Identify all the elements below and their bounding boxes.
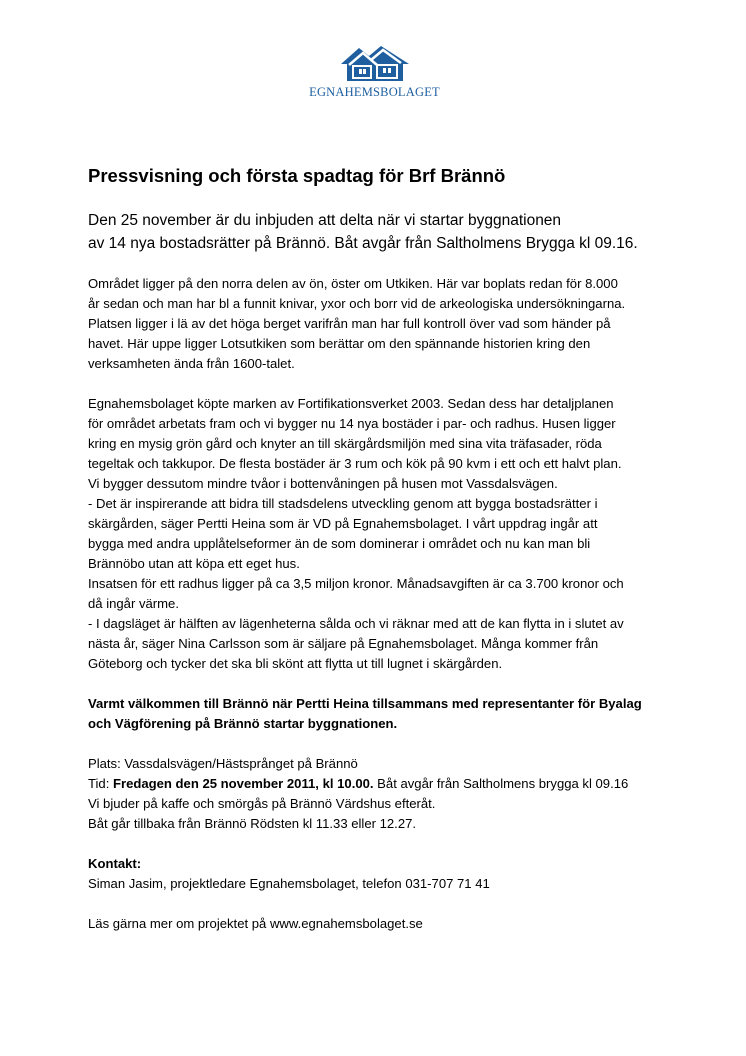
event-time	[88, 774, 688, 794]
text-line: havet. Här uppe ligger Lotsutkiken som berättar om den spännande historien kring den	[88, 336, 591, 351]
text-line: - I dagsläget är hälften av lägenheterna sålda och vi räknar med att de kan flytta in i slutet av	[88, 616, 624, 631]
text-line: verksamheten ända från 1600-talet.	[88, 356, 295, 371]
house-logo-icon	[339, 44, 411, 82]
text-line: år sedan och man har bl a funnit knivar, yxor och borr vid de arkeologiska undersökningarna.	[88, 296, 626, 311]
page-title: Pressvisning och första spadtag för Brf Brännö	[88, 165, 506, 186]
lead-line: av 14 nya bostadsrätter på Brännö. Båt avgår från Saltholmens Brygga kl 09.16.	[88, 235, 638, 252]
text-line: Området ligger på den norra delen av ön, öster om Utkiken. Här var boplats redan för 8.000	[88, 276, 618, 291]
press-release	[88, 163, 688, 934]
lead-paragraph	[88, 209, 688, 255]
text-line: tegeltak och takkupor. De flesta bostäder är 3 rum och kök på 90 kvm i ett och ett halvt plan.	[88, 456, 622, 471]
paragraph-area	[88, 274, 688, 374]
event-details	[88, 754, 688, 834]
text-line: - Det är inspirerande att bidra till stadsdelens utveckling genom att bygga bostadsrätter i	[88, 496, 598, 511]
text-line: Egnahemsbolaget köpte marken av Fortifikationsverket 2003. Sedan dess har detaljplanen	[88, 396, 614, 411]
event-return: Båt går tillbaka från Brännö Rödsten kl 11.33 eller 12.27.	[88, 816, 417, 831]
event-coffee: Vi bjuder på kaffe och smörgås på Brännö Värdshus efteråt.	[88, 796, 436, 811]
contact-heading-text: Kontakt:	[88, 856, 142, 871]
event-place: Plats: Vassdalsvägen/Hästsprånget på Brännö	[88, 756, 358, 771]
company-logo	[302, 44, 447, 100]
contact-heading	[88, 854, 688, 874]
text-line: bygga med andra upplåtelseformer än de som dominerar i området och nu kan man bli	[88, 536, 591, 551]
text-line: Platsen ligger i lä av det höga berget varifrån man har full kontroll över vad som händer på	[88, 316, 611, 331]
text-line: skärgården, säger Pertti Heina som är VD på Egnahemsbolaget. I vårt uppdrag ingår att	[88, 516, 598, 531]
text-line: Vi bygger dessutom mindre tvåor i bottenvåningen på husen mot Vassdalsvägen.	[88, 476, 558, 491]
text-line: Göteborg och tycker det ska bli skönt att flytta ut till lugnet i skärgården.	[88, 656, 503, 671]
text-line: Brännöbo utan att köpa ett eget hus.	[88, 556, 300, 571]
welcome-paragraph	[88, 694, 688, 734]
text-line: Varmt välkommen till Brännö när Pertti Heina tillsammans med representanter för Byalag	[88, 696, 642, 711]
text-line: då ingår värme.	[88, 596, 179, 611]
contact-section	[88, 854, 688, 894]
text-line: för området arbetats fram och vi bygger nu 14 nya bostäder i par- och radhus. Husen ligger	[88, 416, 616, 431]
time-highlight: Fredagen den 25 november 2011, kl 10.00.	[112, 776, 374, 791]
read-more-text: Läs gärna mer om projektet på www.egnahemsbolaget.se	[88, 916, 423, 931]
time-label: Tid:	[88, 776, 113, 791]
text-line: och Vägförening på Brännö startar byggnationen.	[88, 716, 398, 731]
lead-line: Den 25 november är du inbjuden att delta när vi startar byggnationen	[88, 212, 562, 229]
text-line: Insatsen för ett radhus ligger på ca 3,5 miljon kronor. Månadsavgiften är ca 3.700 kronor och	[88, 576, 624, 591]
paragraph-project	[88, 394, 688, 674]
read-more	[88, 914, 688, 934]
time-boat: Båt avgår från Saltholmens brygga kl 09.16	[373, 776, 629, 791]
text-line: kring en mysig grön gård och knyter an till skärgårdsmiljön med sina vita träfasader, röda	[88, 436, 602, 451]
contact-person: Siman Jasim, projektledare Egnahemsbolaget, telefon 031-707 71 41	[88, 876, 490, 891]
text-line: nästa år, säger Nina Carlsson som är säljare på Egnahemsbolaget. Många kommer från	[88, 636, 599, 651]
company-name: EGNAHEMSBOLAGET	[309, 85, 440, 99]
